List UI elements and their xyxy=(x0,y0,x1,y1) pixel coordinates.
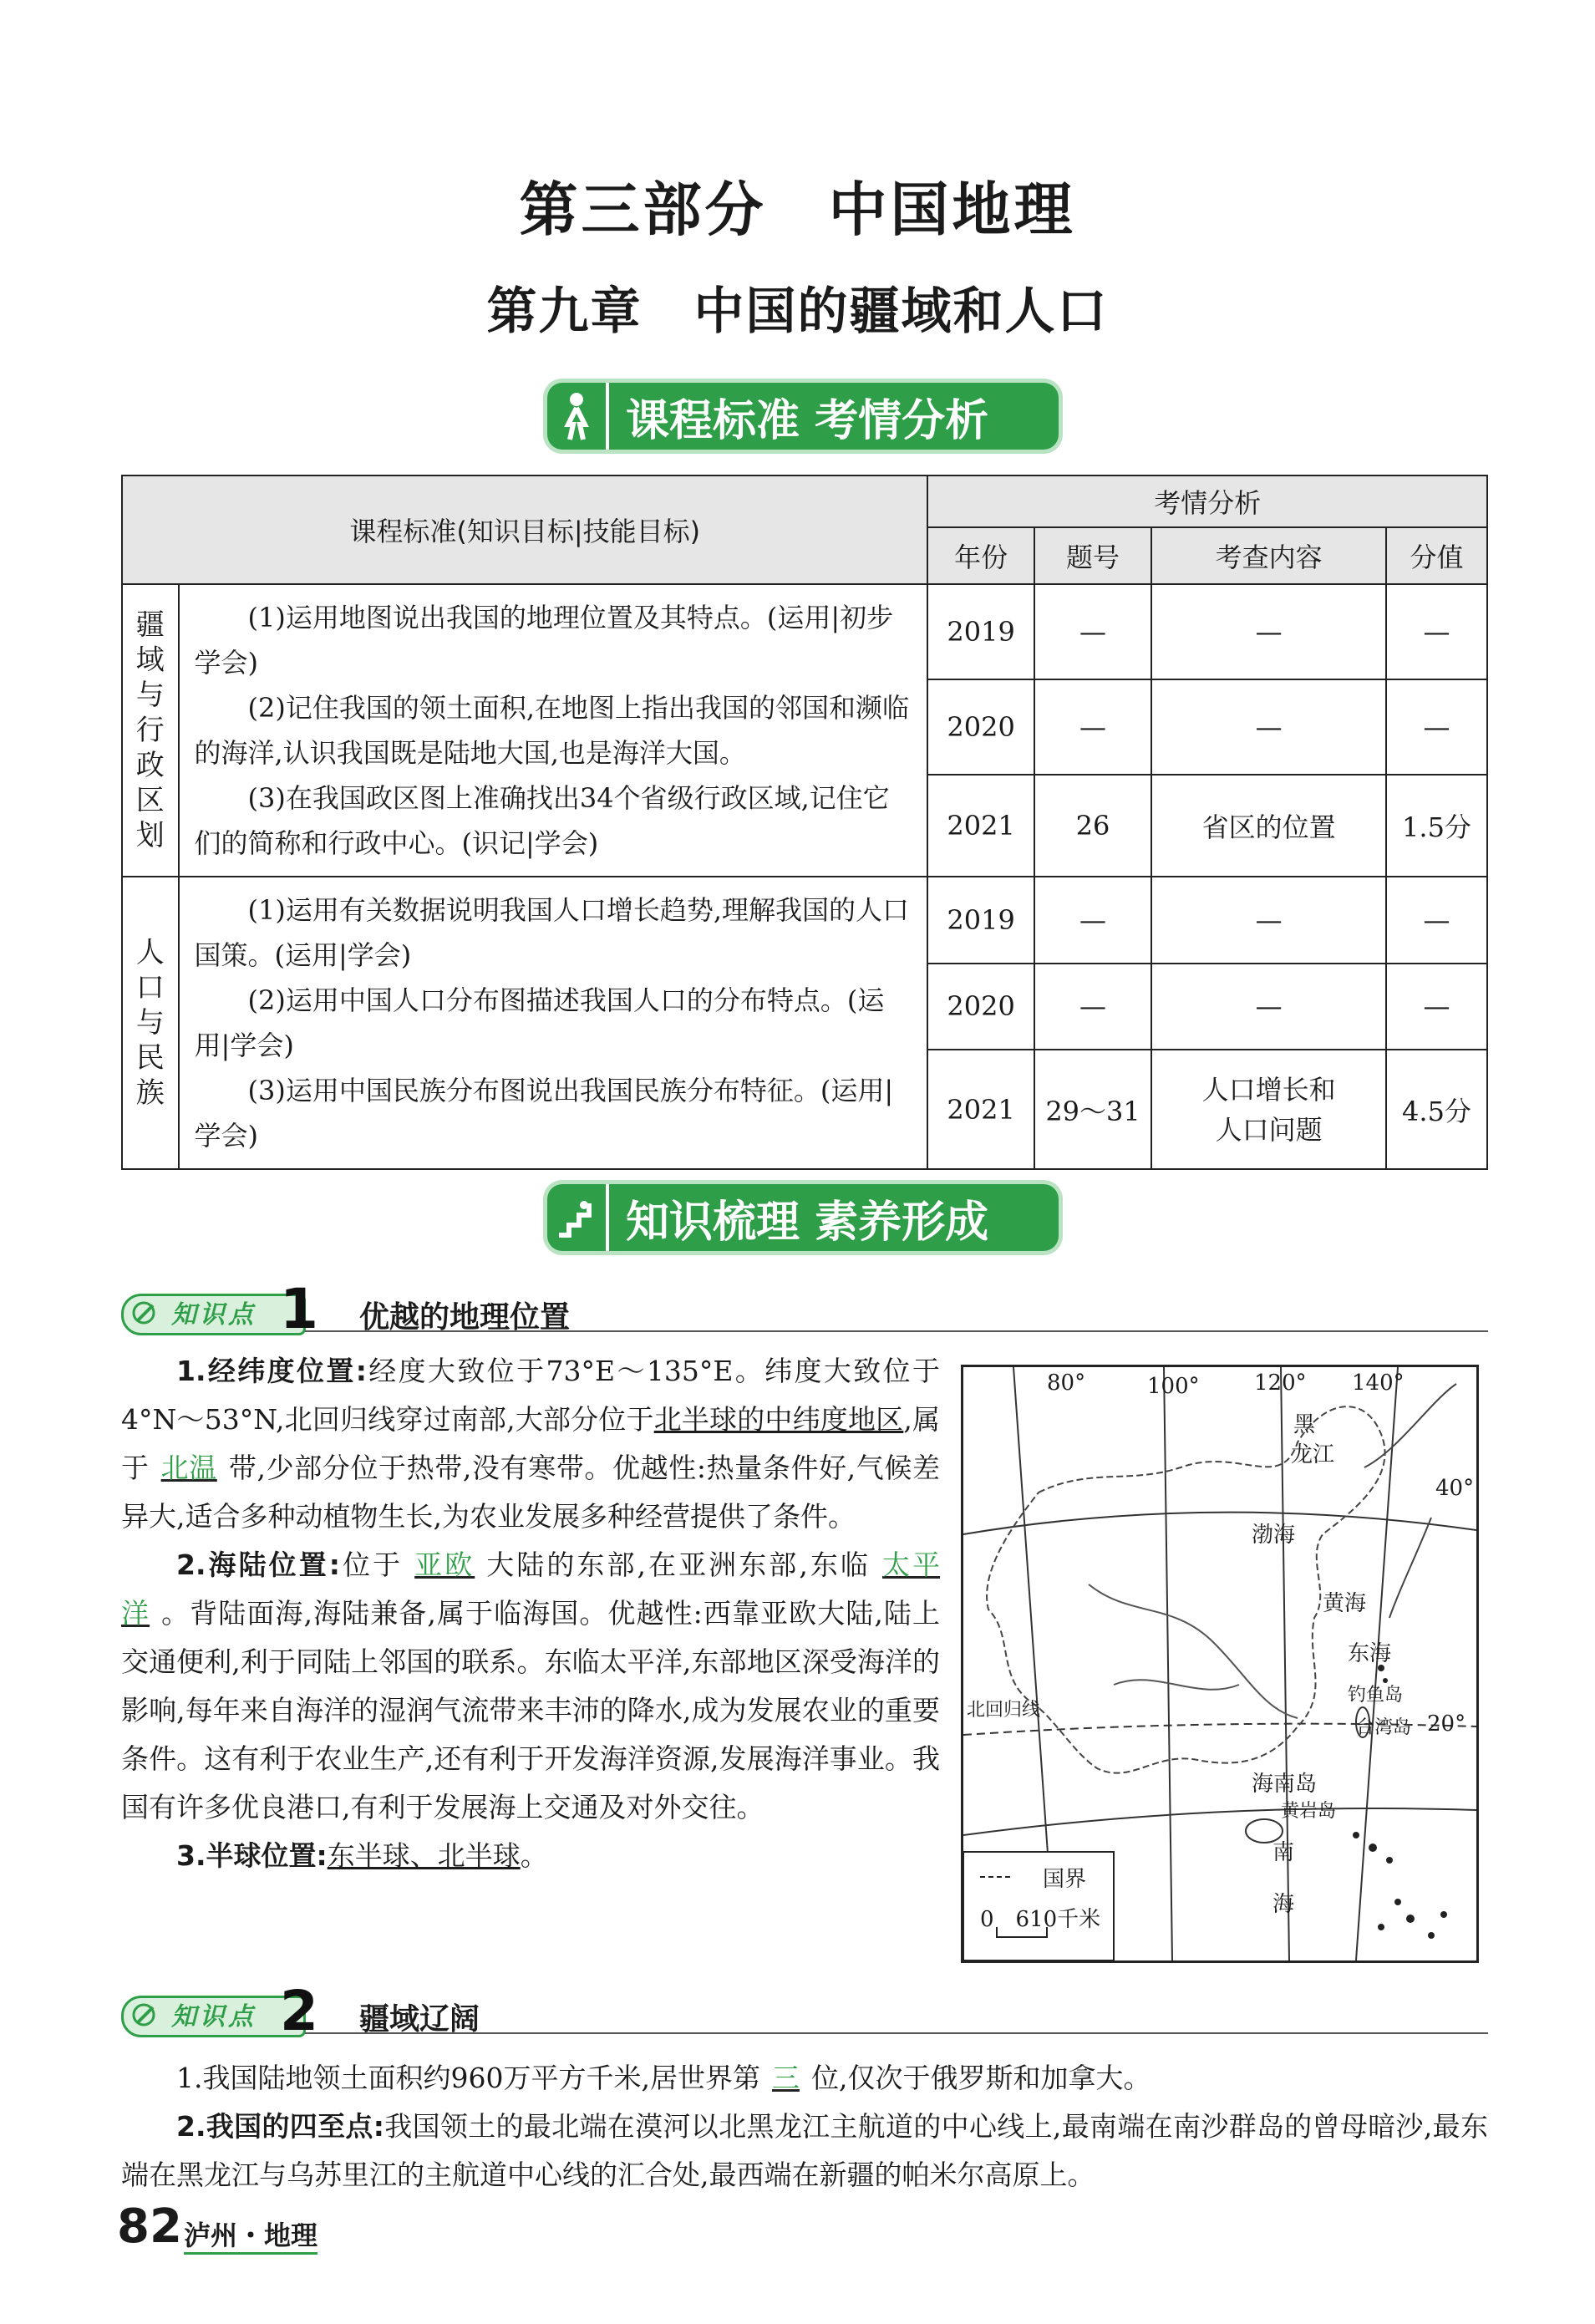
cell-number: 29～31 xyxy=(1034,1050,1152,1169)
place-label: 东海 xyxy=(1348,1641,1392,1666)
cell-score: 1.5分 xyxy=(1386,775,1487,877)
category-population: 人口与民族 xyxy=(122,877,179,1169)
place-label: 黄岩岛 xyxy=(1281,1801,1337,1822)
cell-year: 2021 xyxy=(927,1050,1034,1169)
cell-year: 2020 xyxy=(927,964,1034,1050)
header-number: 题号 xyxy=(1034,527,1152,584)
cell-content: 省区的位置 xyxy=(1151,775,1386,877)
answer-blank: 亚欧 xyxy=(414,1548,475,1581)
cell-content: — xyxy=(1151,877,1386,964)
banner-knowledge xyxy=(547,1184,1059,1251)
answer-blank: 三 xyxy=(771,2062,800,2094)
cell-score: — xyxy=(1386,679,1487,775)
cell-number: 26 xyxy=(1034,775,1152,877)
cell-content: — xyxy=(1151,584,1386,679)
knowledge-title: 疆域辽阔 xyxy=(359,2002,480,2037)
cell-year: 2019 xyxy=(927,877,1034,964)
header-score: 分值 xyxy=(1386,527,1487,584)
curriculum-table xyxy=(121,475,1488,1170)
banner-curriculum xyxy=(547,383,1059,450)
cell-number: — xyxy=(1034,584,1152,679)
lon-label: 120° xyxy=(1254,1370,1307,1396)
knowledge-point-2-header xyxy=(121,1979,1488,2043)
lon-label: 100° xyxy=(1147,1374,1200,1399)
place-label: 台湾岛 xyxy=(1356,1717,1412,1738)
cell-year: 2021 xyxy=(927,775,1034,877)
header-content: 考查内容 xyxy=(1151,527,1386,584)
place-label: 海南岛 xyxy=(1252,1772,1318,1797)
banner-knowledge-label: 知识梳理 素养形成 xyxy=(626,1197,989,1248)
paragraph-latlon: 1.经纬度位置:经度大致位于73°E～135°E。纬度大致位于4°N～53°N,北回归线穿过南部,大部分位于北半球的中纬度地区,属于 北温 带,少部分位于热带,没有寒带。优越性:热量条件好,气候差异大,适合多种动植物生长,为农业发展多种经营提供了条件。 xyxy=(121,1355,941,1533)
footer-label: 泸州・地理 xyxy=(184,2220,318,2251)
stairs-icon xyxy=(547,1184,609,1251)
standards-territory: (1)运用地图说出我国的地理位置及其特点。(运用|初步学会) (2)记住我国的领土面积,在地图上指出我国的邻国和濒临的海洋,认识我国既是陆地大国,也是海洋大国。 (3)在我国政区图上准确找出34个省级行政区域,记住它们的简称和行政中心。(识记|学会) xyxy=(179,584,928,877)
person-icon xyxy=(547,383,609,450)
lat-label: 20° xyxy=(1427,1711,1466,1737)
cell-content: 人口增长和人口问题 xyxy=(1151,1050,1386,1169)
category-territory: 疆域与行政区划 xyxy=(122,584,179,877)
paragraph-area: 1.我国陆地领土面积约960万平方千米,居世界第 三 位,仅次于俄罗斯和加拿大。 xyxy=(176,2062,1151,2094)
place-label: 南 xyxy=(1272,1840,1295,1865)
banner-curriculum-label: 课程标准 考情分析 xyxy=(626,395,989,446)
cell-score: — xyxy=(1386,964,1487,1050)
cell-content: — xyxy=(1151,964,1386,1050)
map-graphic xyxy=(963,1367,1476,1960)
china-location-map xyxy=(961,1365,1479,1963)
lon-label: 140° xyxy=(1352,1370,1405,1396)
knowledge-point-1-header xyxy=(121,1277,1488,1341)
divider xyxy=(305,1330,1488,1332)
answer-blank: 北温 xyxy=(160,1452,217,1484)
knowledge-tag-label: 知识点 xyxy=(171,2002,257,2032)
knowledge-number: 2 xyxy=(280,1979,318,2043)
paragraph-land-sea: 2.海陆位置:位于 亚欧 大陆的东部,在亚洲东部,东临 太平洋 。背陆面海,海陆兼备,属于临海国。优越性:西靠亚欧大陆,陆上交通便利,利于同陆上邻国的联系。东临太平洋,东部地区深受海洋的影响,每年来自海洋的湿润气流带来丰沛的降水,成为发展农业的重要条件。这有利于农业生产,还有利于开发海洋资源,发展海洋事业。我国有许多优良港口,有利于发展海上交通及对外交往。 xyxy=(121,1548,941,1823)
standards-population: (1)运用有关数据说明我国人口增长趋势,理解我国的人口国策。(运用|学会) (2)运用中国人口分布图描述我国人口的分布特点。(运用|学会) (3)运用中国民族分布图说出我国民族分布特征。(运用|学会) xyxy=(179,877,928,1169)
divider xyxy=(305,2032,1488,2034)
cell-score: — xyxy=(1386,877,1487,964)
pencil-icon xyxy=(131,2002,160,2027)
place-label: 钓鱼岛 xyxy=(1348,1685,1404,1706)
cell-content: — xyxy=(1151,679,1386,775)
knowledge-title: 优越的地理位置 xyxy=(359,1300,571,1335)
header-standard: 课程标准(知识目标|技能目标) xyxy=(122,475,927,584)
cell-year: 2019 xyxy=(927,584,1034,679)
place-label: 黄海 xyxy=(1323,1591,1367,1616)
cell-score: 4.5分 xyxy=(1386,1050,1487,1169)
place-label: 北回归线 xyxy=(967,1700,1041,1721)
answer-blank: 太平洋 xyxy=(121,1548,941,1630)
header-year: 年份 xyxy=(927,527,1034,584)
cell-year: 2020 xyxy=(927,679,1034,775)
legend-scale-label: 0 610千米 xyxy=(980,1907,1101,1932)
cell-score: — xyxy=(1386,584,1487,679)
place-label: 龙江 xyxy=(1291,1442,1335,1467)
legend-border-label: 国界 xyxy=(1043,1867,1087,1892)
lat-label: 40° xyxy=(1435,1476,1475,1501)
lon-label: 80° xyxy=(1047,1370,1086,1396)
chapter-title: 第九章 中国的疆域和人口 xyxy=(486,282,1109,341)
paragraph-extreme-points: 2.我国的四至点:我国领土的最北端在漠河以北黑龙江主航道的中心线上,最南端在南沙群岛的曾母暗沙,最东端在黑龙江与乌苏里江的主航道中心线的汇合处,最西端在新疆的帕米尔高原上。 xyxy=(121,2110,1488,2191)
cell-number: — xyxy=(1034,877,1152,964)
knowledge-number: 1 xyxy=(280,1277,318,1341)
knowledge-tag-label: 知识点 xyxy=(171,1300,257,1330)
knowledge-point-2-body xyxy=(121,2054,1488,2199)
cell-number: — xyxy=(1034,964,1152,1050)
place-label: 海 xyxy=(1272,1892,1295,1917)
part-title: 第三部分 中国地理 xyxy=(519,175,1076,244)
paragraph-hemisphere: 3.半球位置:东半球、北半球。 xyxy=(176,1839,548,1872)
place-label: 渤海 xyxy=(1252,1523,1296,1548)
footer-underline xyxy=(184,2252,317,2255)
pencil-icon xyxy=(131,1300,160,1325)
header-analysis: 考情分析 xyxy=(927,475,1487,527)
place-label: 黑 xyxy=(1293,1412,1316,1437)
page-number: 82 xyxy=(117,2199,182,2254)
cell-number: — xyxy=(1034,679,1152,775)
knowledge-point-1-body xyxy=(121,1347,940,1880)
